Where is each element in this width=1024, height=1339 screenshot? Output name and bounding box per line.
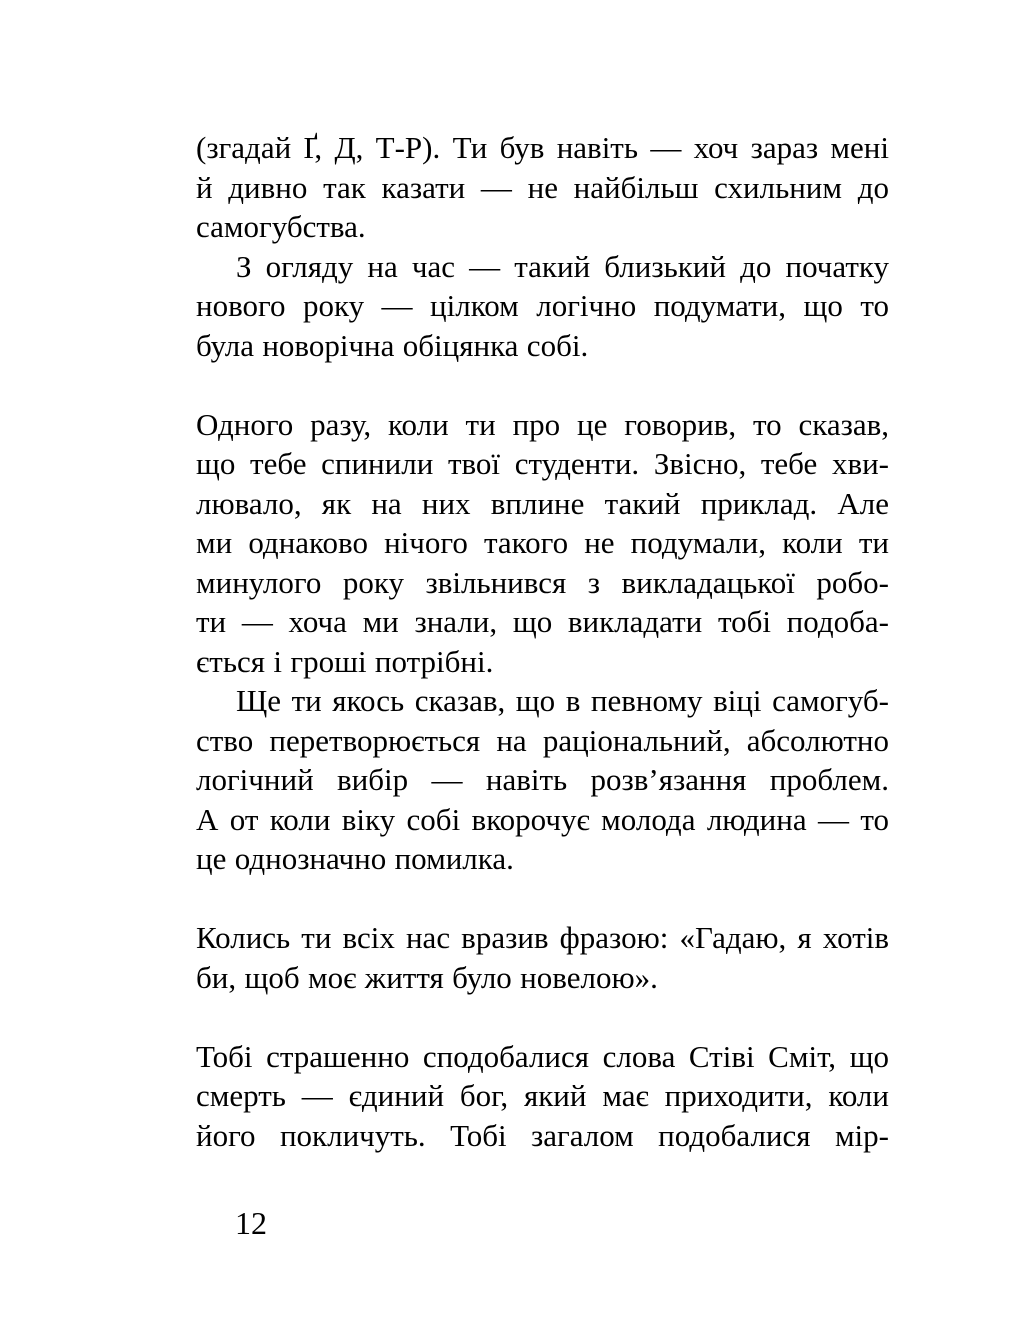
text-line: би, щоб моє життя було новелою». (196, 959, 658, 995)
text-line: ство перетворюється на раціональний, абсолютно (196, 722, 889, 758)
paragraph (196, 247, 889, 366)
text-line: минулого року звільнився з викладацької робо- (196, 564, 889, 600)
text-line: Ще ти якось сказав, що в певному віці самогуб- (236, 683, 889, 718)
text-line: А от коли віку собі вкорочує молода людина — то (196, 801, 889, 837)
text-line: що тебе спинили твої студенти. Звісно, тебе хви- (196, 446, 889, 481)
text-line: його покличуть. Тобі загалом подобалися мір- (196, 1117, 889, 1153)
text-line: ти — хоча ми знали, що викладати тобі подоба- (196, 604, 889, 639)
text-line: смерть — єдиний бог, який має приходити, коли (196, 1078, 889, 1113)
text-line: самогубства. (196, 209, 366, 244)
text-line: лювало, як на них вплине такий приклад. Але (196, 485, 889, 521)
text-line: З огляду на час — такий близький до початку (236, 248, 889, 284)
text-line: й дивно так казати — не найбільш схильним до (196, 169, 889, 205)
text-line: (згадай Ґ, Д, Т-Р). Ти був навіть — хоч зараз мені (196, 130, 889, 165)
paragraph (196, 405, 889, 682)
text-line: нового року — цілком логічно подумати, що то (196, 288, 889, 323)
text-line: Тобі страшенно сподобалися слова Стіві Сміт, що (196, 1038, 889, 1074)
text-line: Колись ти всіх нас вразив фразою: «Гадаю, я хотів (196, 920, 889, 955)
paragraph (196, 128, 889, 247)
page-number: 12 (235, 1205, 267, 1241)
paragraph (196, 1037, 889, 1156)
paragraph (196, 918, 889, 997)
text-line: була новорічна обіцянка собі. (196, 327, 589, 363)
text-line: ми однаково нічого такого не подумали, коли ти (196, 525, 889, 560)
text-block (196, 128, 889, 1155)
text-line: це однозначно помилка. (196, 841, 514, 876)
text-line: логічний вибір — навіть розв’язання проблем. (196, 762, 889, 797)
paragraph (196, 681, 889, 879)
text-line: ється і гроші потрібні. (196, 643, 494, 679)
text-line: Одного разу, коли ти про це говорив, то сказав, (196, 406, 889, 442)
